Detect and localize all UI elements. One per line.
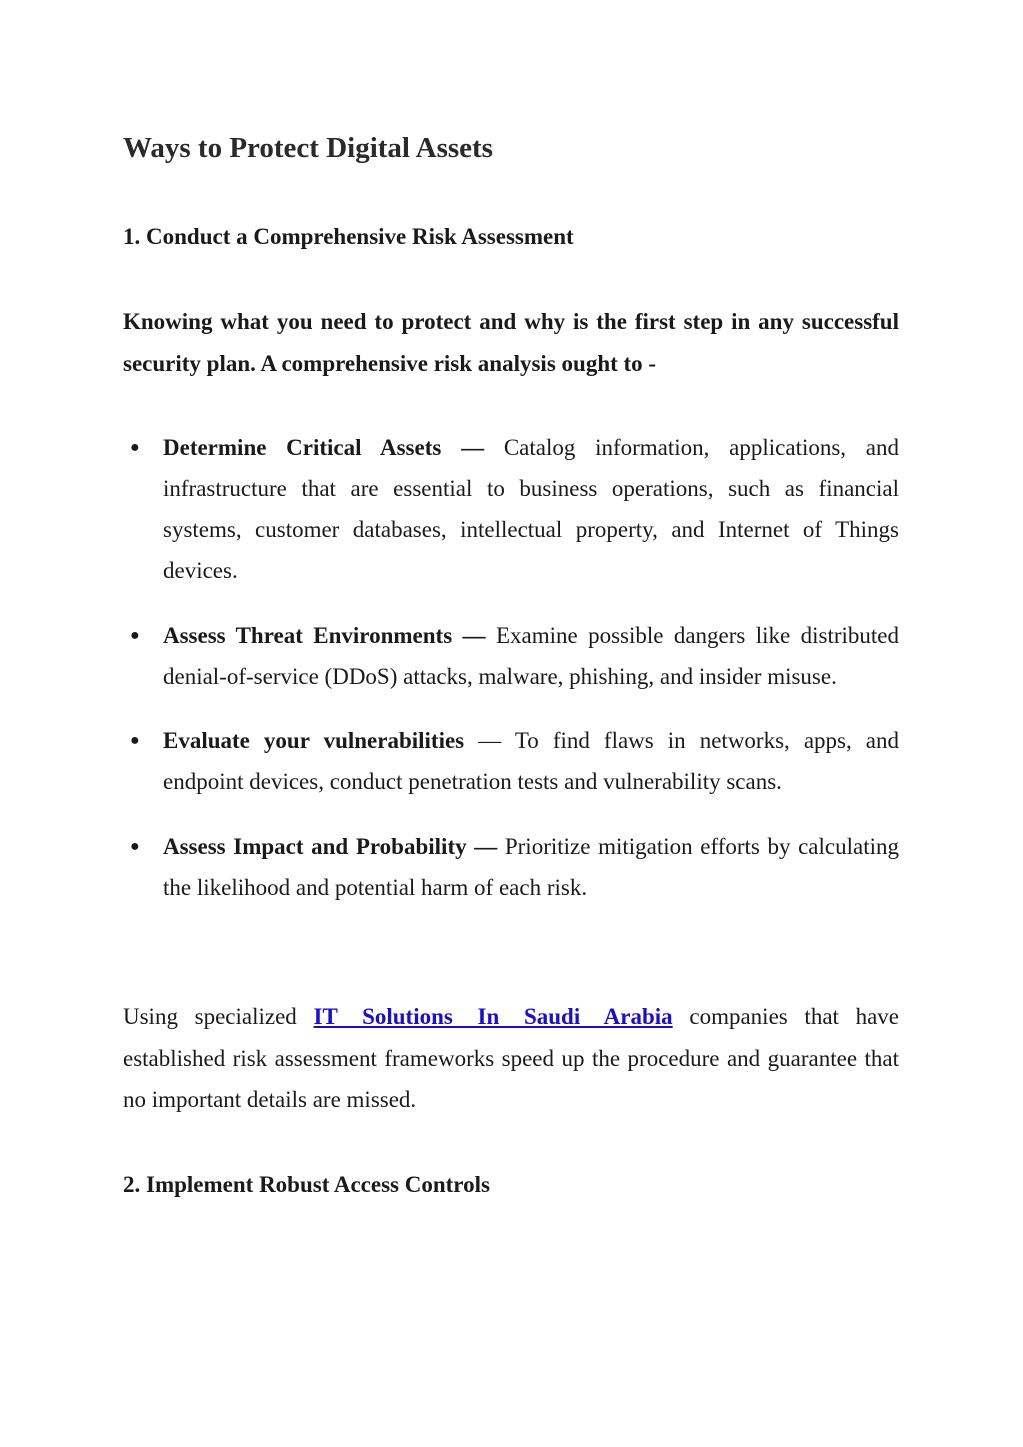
list-item-separator: — [461, 435, 485, 460]
list-item-term: Assess Threat Environments [163, 622, 453, 648]
closing-paragraph [123, 996, 899, 1121]
list-item-text: Examine possible dangers like distributed denial-of-service (DDoS) attacks, malware, phishing, and insider misuse. [163, 622, 900, 689]
bullet-dot-icon: ● [130, 626, 140, 644]
bullet-dot-icon: ● [130, 732, 140, 749]
it-solutions-link[interactable]: IT Solutions In Saudi Arabia [313, 1004, 673, 1029]
list-item [123, 720, 899, 802]
bullet-dot-icon: ● [130, 439, 140, 456]
list-item-text: Prioritize mitigation efforts by calculating the likelihood and potential harm of each risk. [163, 833, 899, 900]
bullet-dot-icon: ● [130, 837, 140, 855]
list-item-text: Catalog information, applications, and infrastructure that are essential to business operations, such as financial systems, customer databases, intellectual property, and Internet of Things devices. [163, 435, 899, 583]
list-item-term: Assess Impact and Probability [163, 833, 467, 859]
closing-text-before-link: Using specialized [123, 1004, 297, 1029]
list-item [123, 826, 899, 908]
list-item [123, 427, 899, 591]
section-heading-risk-assessment: 1. Conduct a Comprehensive Risk Assessment [123, 224, 574, 249]
list-item-term: Evaluate your vulnerabilities [163, 728, 465, 753]
list-item-separator: — [462, 622, 486, 648]
list-item-text: To find flaws in networks, apps, and endpoint devices, conduct penetration tests and vulnerability scans. [163, 728, 899, 794]
page-title: Ways to Protect Digital Assets [123, 132, 493, 164]
section-intro-paragraph: Knowing what you need to protect and why is the first step in any successful security plan. A comprehensive risk analysis ought to - [123, 309, 899, 376]
list-item-separator: — [478, 728, 502, 753]
list-item-separator: — [474, 833, 498, 859]
section-heading-access-controls: 2. Implement Robust Access Controls [123, 1172, 490, 1197]
risk-assessment-list [123, 427, 899, 931]
closing-text-after-link: companies that have established risk assessment frameworks speed up the procedure and guarantee that no important details are missed. [123, 1004, 900, 1112]
list-item-term: Determine Critical Assets [163, 435, 442, 460]
list-item [123, 615, 899, 697]
